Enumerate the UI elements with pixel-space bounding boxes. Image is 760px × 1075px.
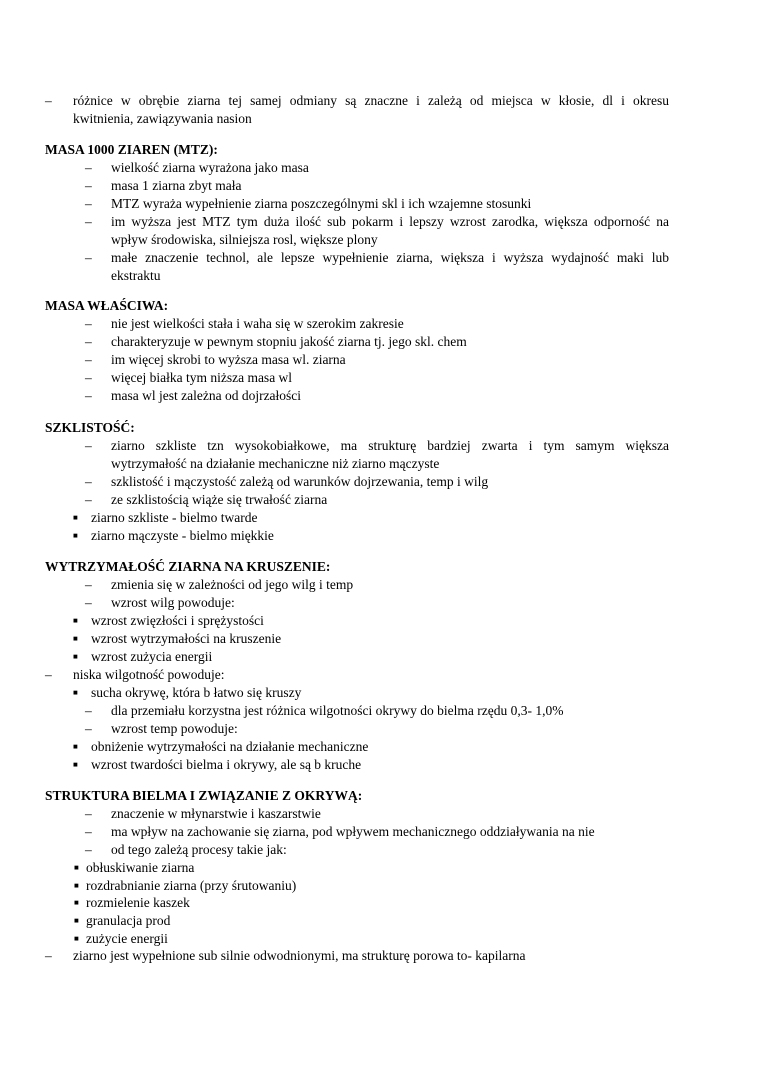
section-heading-masa-wlasciwa: MASA WŁAŚCIWA: — [45, 298, 169, 313]
wytrzymalosc-sub-item: dla przemiału korzystna jest różnica wilgotności okrywy do bielma rzędu 0,3- 1,0% — [111, 703, 564, 718]
struktura-bullet: obłuskiwanie ziarna — [86, 860, 195, 875]
dash-marker: – — [85, 703, 92, 718]
square-bullet-icon: ■ — [73, 634, 78, 643]
dash-marker: – — [85, 370, 92, 385]
wytrzymalosc-sub-item: wzrost temp powoduje: — [111, 721, 238, 736]
wlasciwa-item: więcej białka tym niższa masa wl — [111, 370, 293, 385]
struktura-bullet: rozmielenie kaszek — [86, 895, 190, 910]
square-bullet-icon: ■ — [74, 863, 79, 872]
mtz-item: MTZ wyraża wypełnienie ziarna poszczególnymi skl i ich wzajemne stosunki — [111, 196, 532, 211]
szklistosc-bullet: ziarno mączyste - bielmo miękkie — [91, 528, 274, 543]
wlasciwa-item: charakteryzuje w pewnym stopniu jakość ziarna tj. jego skl. chem — [111, 334, 467, 349]
dash-marker: – — [85, 438, 92, 453]
square-bullet-icon: ■ — [73, 688, 78, 697]
dash-marker: – — [85, 577, 92, 592]
square-bullet-icon: ■ — [74, 898, 79, 907]
mtz-item-line1: małe znaczenie technol, ale lepsze wypełnienie ziarna, większa i wyższa wydajność maki lub — [111, 250, 669, 265]
wytrzymalosc-bullet: wzrost wytrzymałości na kruszenie — [91, 631, 282, 646]
intro-item-line2: kwitnienia, zawiązywania nasion — [73, 111, 252, 126]
square-bullet-icon: ■ — [73, 616, 78, 625]
struktura-bullet: granulacja prod — [86, 913, 171, 928]
wytrzymalosc-bullet: obniżenie wytrzymałości na działanie mechaniczne — [91, 739, 369, 754]
wlasciwa-item: im więcej skrobi to wyższa masa wl. ziarna — [111, 352, 346, 367]
wytrzymalosc-item: zmienia się w zależności od jego wilg i temp — [111, 577, 354, 592]
dash-marker: – — [85, 214, 92, 229]
square-bullet-icon: ■ — [74, 916, 79, 925]
dash-marker: – — [85, 595, 92, 610]
wlasciwa-item: nie jest wielkości stała i waha się w szerokim zakresie — [111, 316, 404, 331]
dash-marker: – — [85, 196, 92, 211]
wytrzymalosc-bullet: wzrost twardości bielma i okrywy, ale są b kruche — [91, 757, 362, 772]
square-bullet-icon: ■ — [74, 934, 79, 943]
struktura-outer-item: ziarno jest wypełnione sub silnie odwodnionymi, ma strukturę porowa to- kapilarna — [73, 948, 526, 963]
dash-marker: – — [45, 667, 52, 682]
wytrzymalosc-bullet: sucha okrywę, która b łatwo się kruszy — [91, 685, 302, 700]
intro-item-line1: różnice w obrębie ziarna tej samej odmiany są znaczne i zależą od miejsca w kłosie, dl i okresu — [73, 93, 669, 108]
section-heading-szklistosc: SZKLISTOŚĆ: — [45, 420, 135, 435]
struktura-bullet: rozdrabnianie ziarna (przy śrutowaniu) — [86, 878, 297, 893]
struktura-bullet: zużycie energii — [86, 931, 168, 946]
dash-marker: – — [45, 948, 52, 963]
dash-marker: – — [85, 388, 92, 403]
dash-marker: – — [85, 842, 92, 857]
mtz-item-line2: ekstraktu — [111, 268, 161, 283]
dash-marker: – — [85, 721, 92, 736]
szklistosc-item: ze szklistością wiąże się trwałość ziarna — [111, 492, 328, 507]
wytrzymalosc-outer-item: niska wilgotność powoduje: — [73, 667, 225, 682]
szklistosc-item-line2: wytrzymałość na działanie mechaniczne niż ziarno mączyste — [111, 456, 440, 471]
square-bullet-icon: ■ — [73, 531, 78, 540]
dash-marker: – — [85, 824, 92, 839]
mtz-item-line2: wpływ środowiska, silniejsza rosl, większe plony — [111, 232, 378, 247]
mtz-item: wielkość ziarna wyrażona jako masa — [111, 160, 309, 175]
section-heading-wytrzymalosc: WYTRZYMAŁOŚĆ ZIARNA NA KRUSZENIE: — [45, 559, 331, 574]
dash-marker: – — [85, 806, 92, 821]
dash-marker: – — [85, 334, 92, 349]
square-bullet-icon: ■ — [73, 513, 78, 522]
wytrzymalosc-bullet: wzrost zużycia energii — [91, 649, 213, 664]
square-bullet-icon: ■ — [73, 742, 78, 751]
wytrzymalosc-item: wzrost wilg powoduje: — [111, 595, 235, 610]
dash-marker: – — [85, 250, 92, 265]
square-bullet-icon: ■ — [73, 652, 78, 661]
square-bullet-icon: ■ — [74, 881, 79, 890]
square-bullet-icon: ■ — [73, 760, 78, 769]
dash-marker: – — [85, 352, 92, 367]
mtz-item: masa 1 ziarna zbyt mała — [111, 178, 242, 193]
mtz-item-line1: im wyższa jest MTZ tym duża ilość sub pokarm i lepszy wzrost zarodka, większa odporność na — [111, 214, 669, 229]
szklistosc-item-line1: ziarno szkliste tzn wysokobiałkowe, ma strukturę bardziej zwarta i tym samym większa — [111, 438, 669, 453]
szklistosc-item: szklistość i mączystość zależą od warunków dojrzewania, temp i wilg — [111, 474, 489, 489]
dash-marker: – — [85, 474, 92, 489]
section-heading-struktura: STRUKTURA BIELMA I ZWIĄZANIE Z OKRYWĄ: — [45, 788, 363, 803]
section-heading-mtz: MASA 1000 ZIAREN (MTZ): — [45, 142, 218, 157]
dash-marker: – — [85, 160, 92, 175]
dash-marker: – — [85, 178, 92, 193]
szklistosc-bullet: ziarno szkliste - bielmo twarde — [91, 510, 258, 525]
dash-marker: – — [85, 492, 92, 507]
dash-marker: – — [85, 316, 92, 331]
struktura-item: od tego zależą procesy takie jak: — [111, 842, 287, 857]
struktura-item: znaczenie w młynarstwie i kaszarstwie — [111, 806, 321, 821]
struktura-item: ma wpływ na zachowanie się ziarna, pod wpływem mechanicznego oddziaływania na nie — [111, 824, 595, 839]
dash-marker: – — [45, 93, 52, 108]
wlasciwa-item: masa wl jest zależna od dojrzałości — [111, 388, 302, 403]
wytrzymalosc-bullet: wzrost zwięzłości i sprężystości — [91, 613, 264, 628]
